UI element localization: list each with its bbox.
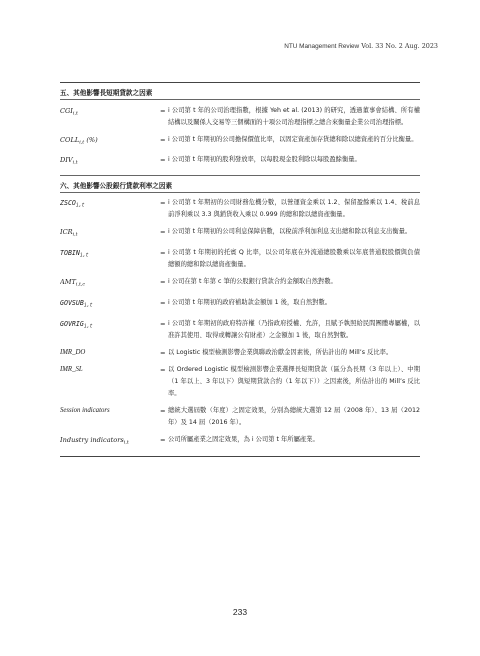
variable-name — [60, 197, 160, 213]
variable-subscript: i,t — [75, 203, 85, 209]
definition-row — [60, 344, 420, 361]
variable-name — [60, 154, 160, 170]
table-bottom-rule — [60, 456, 420, 457]
running-header — [284, 42, 438, 50]
variable-description: i 公司第 t 年期初的公司財務危機分數，以營運資金乘以 1.2、保留盈餘乘以 1.4、稅前息前淨利乘以 3.3 與銷貨收入乘以 0.999 的總和除以總資產衡量。 — [168, 199, 420, 219]
variable-description: i 公司第 t 年期初的股利發放率，以每股現金股利除以每股盈餘衡量。 — [168, 156, 361, 164]
definition-row — [60, 403, 420, 432]
variable-symbol: GOVSUB — [60, 298, 84, 307]
variable-symbol: GOVRIG — [60, 319, 84, 328]
definition-row — [60, 195, 420, 224]
variable-description: 以 Logistic 模型檢測影響企業與聯政治獻金因素後，所估計出的 Mill’s 反比率。 — [168, 348, 393, 356]
variable-description: i 公司第 t 年期初的政府補助款金額加 1 後，取自然對數。 — [168, 298, 332, 306]
variable-name — [60, 297, 160, 313]
variable-description: i 公司第 t 年期初的公司擔保價值比率，以固定資產加存貨總和除以總資產的百分比衡量。 — [168, 135, 418, 143]
variable-name — [60, 347, 160, 359]
variable-name — [60, 434, 160, 450]
section-title: 五、其他影響長短期貸款之因素 — [60, 82, 420, 100]
variable-subscript: i,t — [79, 253, 89, 259]
variable-symbol: IMR_SL — [60, 365, 83, 373]
definition-row — [60, 361, 420, 402]
variable-name — [60, 226, 160, 242]
variable-subscript: i,t — [72, 160, 78, 166]
issue-info: Vol. 33 No. 2 Aug. 2023 — [361, 42, 438, 50]
variable-symbol: IMR_DO — [60, 348, 86, 356]
definition-row — [60, 224, 420, 245]
variable-description: 公司所屬產業之固定效果，為 i 公司第 t 年所屬產業。 — [168, 436, 319, 444]
definition-row — [60, 432, 420, 453]
variable-symbol: DIV — [60, 156, 73, 165]
equals-sign: = — [160, 407, 166, 416]
variable-name — [60, 364, 160, 376]
variable-description: i 公司第 t 年的公司治理指數，根據 Yeh et al. (2013) 的研究，透過董事會結構、所有權結構以及關係人交易等三個構面的十項公司治理指標之總合來衡量企業公司治理指標。 — [168, 106, 420, 126]
equals-sign: = — [160, 298, 166, 307]
variable-description: i 公司在第 t 年第 c 筆的公股銀行貸款合約金額取自然對數。 — [168, 278, 337, 286]
variable-symbol: AMT — [60, 278, 76, 287]
equals-sign: = — [160, 135, 166, 144]
variable-description: 以 Ordered Logistic 模型檢測影響企業選擇長短期貸款（區分為長期（3 年以上）、中期（1 年以上、3 年以下）與短期貸款合約（1 年以下））之因素後，所估計出的 Mill’s 反比率。 — [168, 365, 420, 397]
variable-subscript: i,t — [83, 303, 93, 309]
variable-subscript: i,t — [72, 232, 78, 238]
variable-name — [60, 318, 160, 334]
variable-symbol: Session indicators — [60, 407, 110, 415]
variable-subscript: i,t,c — [75, 282, 86, 288]
variable-symbol: Industry indicators — [60, 436, 124, 445]
journal-name: NTU Management Review — [284, 43, 360, 50]
page-number: 233 — [232, 607, 248, 617]
section-title: 六、其他影響公股銀行貸款利率之因素 — [60, 175, 420, 193]
variable-name — [60, 105, 160, 121]
variable-name — [60, 405, 160, 417]
equals-sign: = — [160, 319, 166, 328]
variable-name — [60, 247, 160, 263]
equals-sign: = — [160, 106, 166, 115]
equals-sign: = — [160, 249, 166, 258]
definition-row — [60, 131, 420, 152]
variable-symbol: CGI — [60, 106, 73, 115]
variable-description: i 公司第 t 年期初的托賓 Q 比率，以公司年底在外流通總股數乘以年底普通股股價與負債總額的總和除以總資產衡量。 — [168, 249, 420, 269]
variable-name — [60, 276, 160, 292]
equals-sign: = — [160, 348, 166, 357]
variable-symbol: TOBIN — [60, 249, 80, 258]
equals-sign: = — [160, 156, 166, 165]
equals-sign: = — [160, 365, 166, 374]
sections-container — [60, 82, 420, 452]
variable-subscript: i,t — [72, 111, 78, 117]
variable-subscript: i,t — [79, 140, 85, 146]
definition-row — [60, 274, 420, 295]
variable-description: i 公司第 t 年期初的公司利息保障倍數，以稅前淨利加利息支出總和除以利息支出衡量。 — [168, 228, 412, 236]
definition-row — [60, 244, 420, 273]
variable-name — [60, 134, 160, 150]
variable-description: 總統大選屆數（年度）之固定效果，分別為總統大選第 12 屆（2008 年）、13 屆（2012 年）及 14 屆（2016 年）。 — [168, 407, 420, 427]
variable-symbol: ICR — [60, 228, 73, 237]
variable-unit: (%) — [84, 135, 98, 144]
equals-sign: = — [160, 199, 166, 208]
equals-sign: = — [160, 278, 166, 287]
definition-row — [60, 294, 420, 315]
variable-subscript: i,t — [83, 324, 93, 330]
equals-sign: = — [160, 436, 166, 445]
equals-sign: = — [160, 228, 166, 237]
definition-row — [60, 315, 420, 344]
definition-row — [60, 102, 420, 131]
variable-symbol: COLL — [60, 135, 80, 144]
variable-subscript: i,t — [123, 440, 129, 446]
definition-row — [60, 152, 420, 173]
variable-symbol: ZSCO — [60, 199, 76, 208]
variable-description: i 公司第 t 年期初的政府特許權（乃指政府授權、允許，且賦予執照給民間團體專屬權，以准許其使用、取得或轉讓公有財產）之金額加 1 後，取自然對數。 — [168, 319, 420, 339]
variable-definitions — [60, 82, 420, 457]
